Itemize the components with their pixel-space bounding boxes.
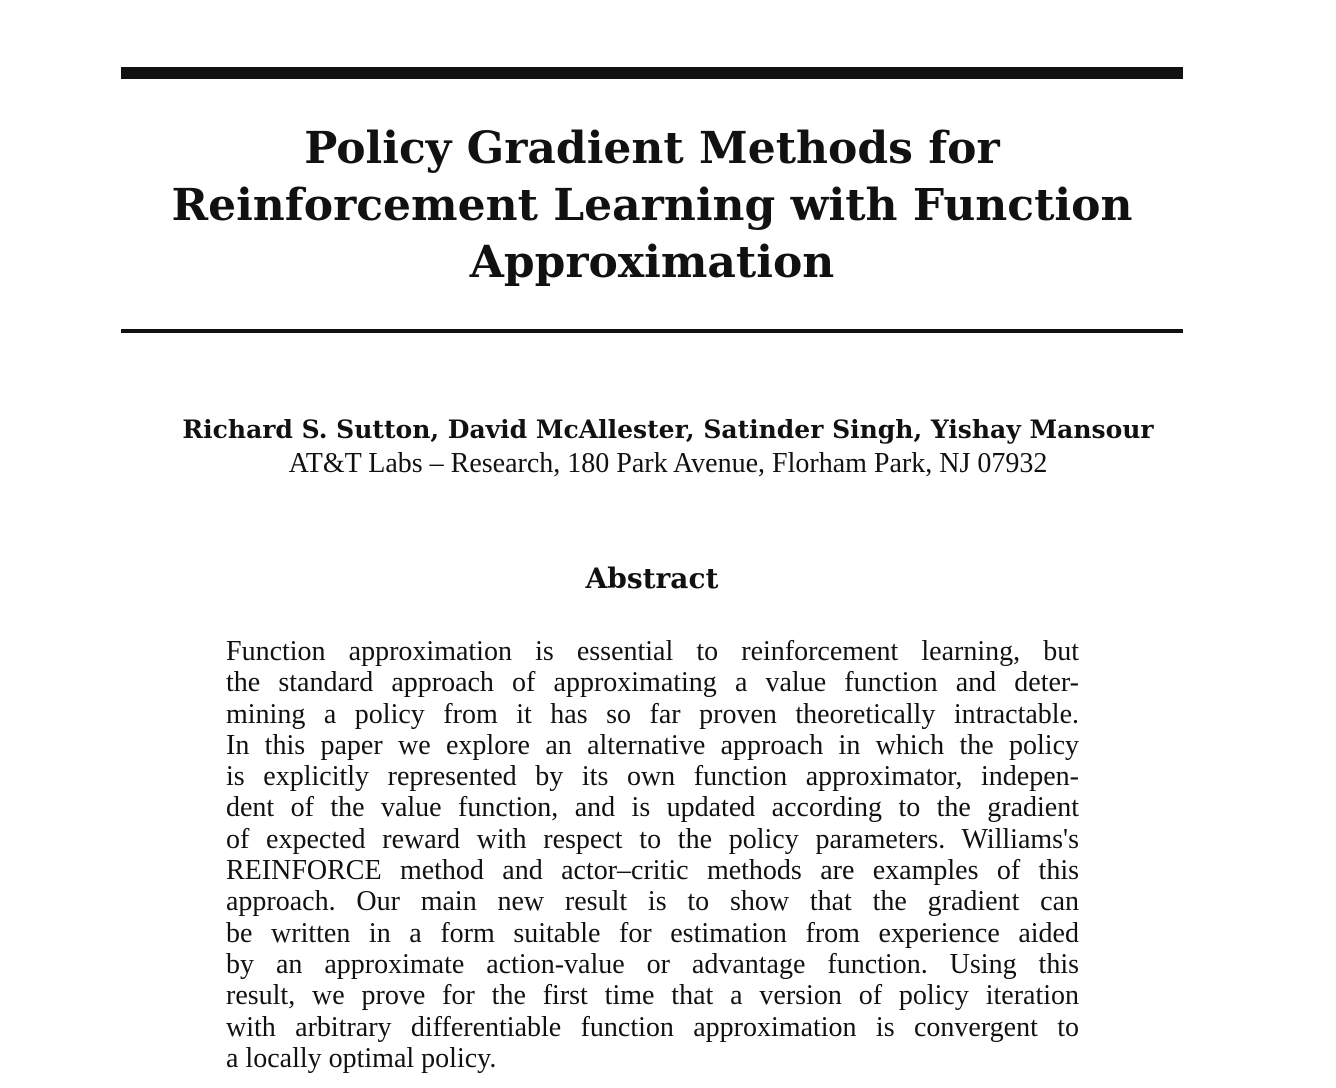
abstract-line: mining a policy from it has so far proven theoretically intractable. (226, 698, 1079, 730)
abstract-line: dent of the value function, and is updated according to the gradient (226, 792, 1079, 824)
abstract-line: approach. Our main new result is to show that the gradient can (226, 886, 1079, 918)
title-line: Approximation (469, 237, 835, 288)
abstract-line: Function approximation is essential to reinforcement learning, but (226, 636, 1079, 667)
title-line: Reinforcement Learning with Function (171, 180, 1133, 231)
title-rule-top (121, 67, 1183, 79)
title-line: Policy Gradient Methods for (304, 123, 1000, 174)
abstract-line: a locally optimal policy. (226, 1042, 497, 1074)
abstract-line: In this paper we explore an alternative approach in which the policy (226, 729, 1079, 761)
abstract-line: by an approximate action-value or advantage function. Using this (226, 948, 1079, 980)
abstract-line: is explicitly represented by its own function approximator, indepen- (226, 761, 1079, 793)
abstract-line: REINFORCE method and actor–critic methods are examples of this (226, 855, 1079, 887)
abstract-line: with arbitrary differentiable function approximation is convergent to (226, 1011, 1079, 1043)
abstract-line: of expected reward with respect to the policy parameters. Williams's (226, 823, 1079, 855)
author-list: Richard S. Sutton, David McAllester, Satinder Singh, Yishay Mansour (182, 415, 1154, 444)
abstract-line: result, we prove for the first time that a version of policy iteration (226, 980, 1079, 1012)
abstract-line: be written in a form suitable for estimation from experience aided (226, 917, 1079, 949)
affiliation: AT&T Labs – Research, 180 Park Avenue, Florham Park, NJ 07932 (288, 448, 1048, 479)
abstract-line: the standard approach of approximating a value function and deter- (226, 667, 1079, 699)
paper-title (121, 120, 1183, 291)
abstract-body (226, 636, 1079, 1074)
title-rule-bottom (121, 329, 1183, 333)
abstract-heading: Abstract (585, 562, 719, 595)
